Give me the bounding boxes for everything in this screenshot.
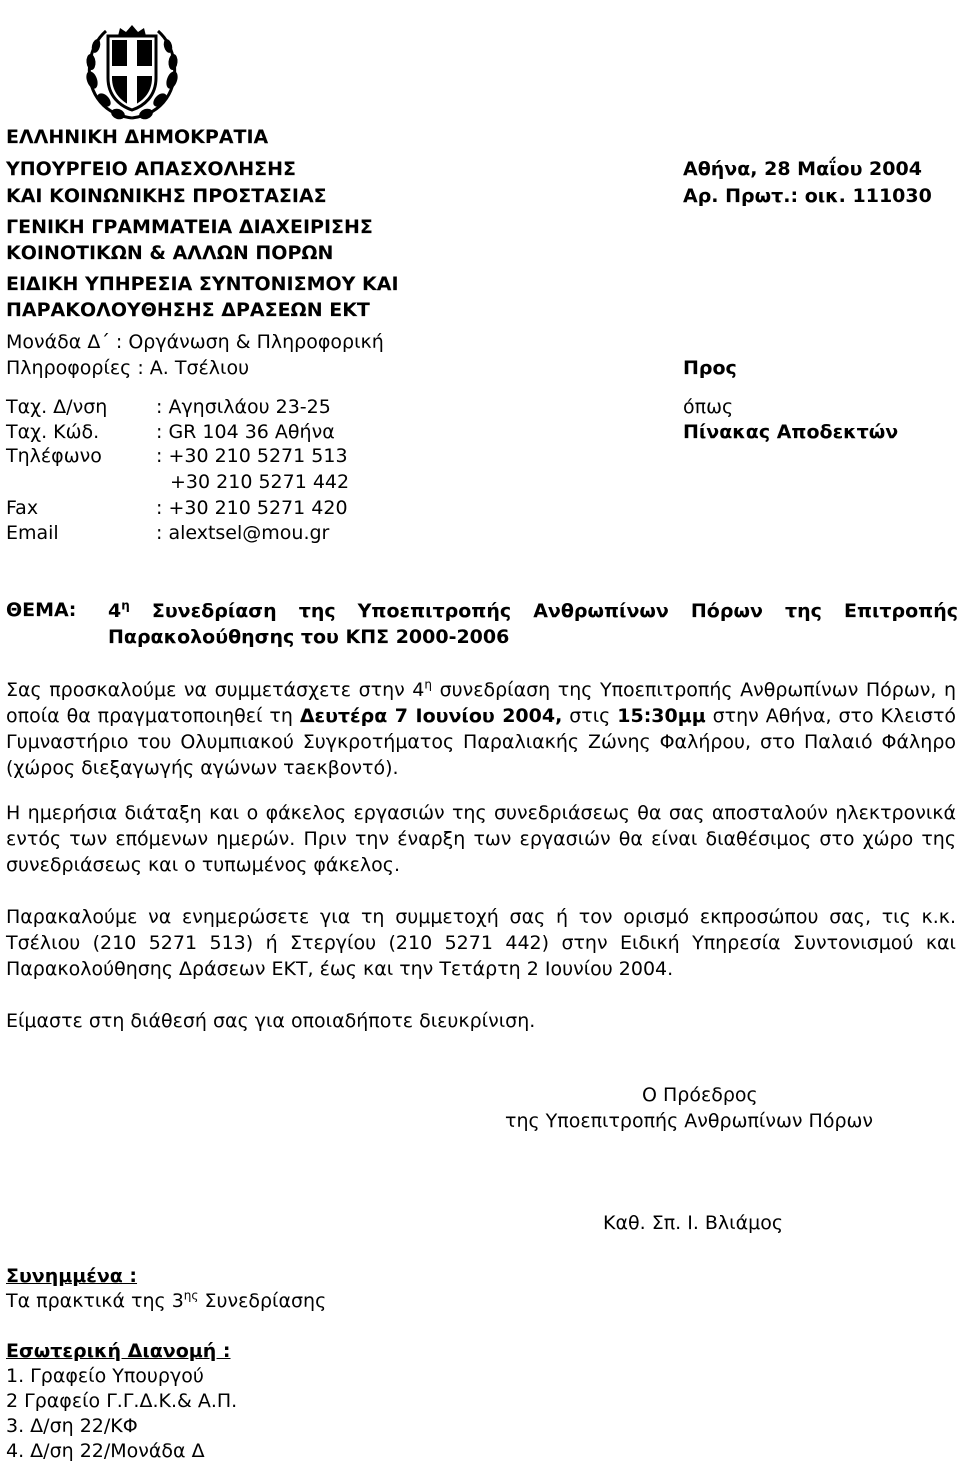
signature-name: Καθ. Σπ. Ι. Βλιάμος [603,1212,783,1234]
ministry-line-2: ΚΑΙ ΚΟΙΝΩΝΙΚΗΣ ΠΡΟΣΤΑΣΙΑΣ [6,185,327,207]
body-paragraph-1: Σας προσκαλούμε να συμμετάσχετε στην $4^\eta$ συνεδρίαση της Υποεπιτροπής Ανθρωπίνων Πόρων, η οποία θα πραγματοποιηθεί τη Δευτέρα 7 Ιουνίου 2004, στις 15:30μμ στην Αθήνα, στο Κλειστό Γυμναστήριο του Ολυμπιακού Συγκροτήματος Παραλιακής Ζώνης Φαλήρου, στο Παλαιό Φάληρο (χώρος διεξαγωγής αγώνων τaεκβοντό). [6,677,957,779]
contact-label: Τηλέφωνο [6,445,102,467]
contact-row [6,444,348,468]
contact-value: : +30 210 5271 420 [156,497,348,519]
recipient-as-label: όπως [683,396,734,418]
ministry-line-1: ΥΠΟΥΡΓΕΙΟ ΑΠΑΣΧΟΛΗΣΗΣ [6,158,296,180]
body-paragraph-2: Η ημερήσια διάταξη και ο φάκελος εργασιών της συνεδριάσεως θα σας αποσταλούν ηλεκτρονικά εντός των επόμενων ημερών. Πριν την έναρξη των εργασιών θα είναι διαθέσιμος στο χώρο της συνεδριάσεως και ο τυπωμένος φάκελος. [6,802,956,876]
contact-value: +30 210 5271 442 [170,471,350,493]
info-line: Πληροφορίες : Α. Τσέλιου [6,357,250,379]
contact-label: Ταχ. Δ/νση [6,396,108,418]
contact-row [6,395,331,419]
signature-body: της Υποεπιτροπής Ανθρωπίνων Πόρων [505,1110,874,1132]
contact-label: Fax [6,497,39,519]
contact-row [6,420,335,444]
contact-label: Ταχ. Κώδ. [6,421,100,443]
service-line-2: ΠΑΡΑΚΟΛΟΥΘΗΣΗΣ ΔΡΑΣΕΩΝ ΕΚΤ [6,299,370,321]
recipient-table-label: Πίνακας Αποδεκτών [683,421,899,443]
contact-label: Email [6,522,59,544]
body-paragraph-4: Είμαστε στη διάθεσή σας για οποιαδήποτε διευκρίνιση. [6,1010,536,1032]
greek-coat-of-arms-emblem [82,22,182,122]
subject-label: ΘΕΜΑ: [6,599,77,621]
contact-value: : GR 104 36 Αθήνα [156,421,335,443]
contact-row [6,521,329,545]
attachments-heading: Συνημμένα : [6,1265,138,1287]
contact-row [6,470,349,494]
distribution-heading: Εσωτερική Διανομή : [6,1340,231,1362]
protocol-number: Αρ. Πρωτ.: οικ. 111030 [683,185,932,207]
contact-row [6,496,348,520]
recipient-to-label: Προς [683,357,737,379]
republic-title: ΕΛΛΗΝΙΚΗ ΔΗΜΟΚΡΑΤΙΑ [6,126,269,148]
contact-value: : Αγησιλάου 23-25 [156,396,331,418]
body-paragraph-3: Παρακαλούμε να ενημερώσετε για τη συμμετοχή σας ή τον ορισμό εκπροσώπου σας, τις κ.κ. Τσέλιου (210 5271 513) ή Στεργίου (210 5271 442) στην Ειδική Υπηρεσία Συντονισμού και Παρακολούθησης Δράσεων ΕΚΤ, έως και την Τετάρτη 2 Ιουνίου 2004. [6,906,956,980]
contact-value: : +30 210 5271 513 [156,445,348,467]
secretariat-line-2: ΚΟΙΝΟΤΙΚΩΝ & ΑΛΛΩΝ ΠΟΡΩΝ [6,242,334,264]
distribution-item: 2 Γραφείο Γ.Γ.Δ.Κ.& Α.Π. [6,1390,238,1412]
secretariat-line-1: ΓΕΝΙΚΗ ΓΡΑΜΜΑΤΕΙΑ ΔΙΑΧΕΙΡΙΣΗΣ [6,216,373,238]
distribution-item: 3. Δ/ση 22/ΚΦ [6,1415,138,1437]
distribution-item: 1. Γραφείο Υπουργού [6,1365,204,1387]
signature-title: Ο Πρόεδρος [642,1084,758,1106]
service-line-1: ΕΙΔΙΚΗ ΥΠΗΡΕΣΙΑ ΣΥΝΤΟΝΙΣΜΟΥ ΚΑΙ [6,273,399,295]
distribution-item: 4. Δ/ση 22/Μονάδα Δ [6,1440,205,1462]
subject-text: $4^\eta$ Συνεδρίαση της Υποεπιτροπής Ανθρωπίνων Πόρων της Επιτροπής Παρακολούθησης του ΚΠΣ 2000-2006 [108,598,958,648]
contact-value: : alextsel@mou.gr [156,522,330,544]
unit-line: Μονάδα Δ΄ : Οργάνωση & Πληροφορική [6,331,384,353]
date-line: Αθήνα, 28 Μαΐου 2004 [683,158,922,180]
attachments-item: Τα πρακτικά της $3^{\eta\varsigma}$ Συνεδρίασης [6,1288,327,1312]
